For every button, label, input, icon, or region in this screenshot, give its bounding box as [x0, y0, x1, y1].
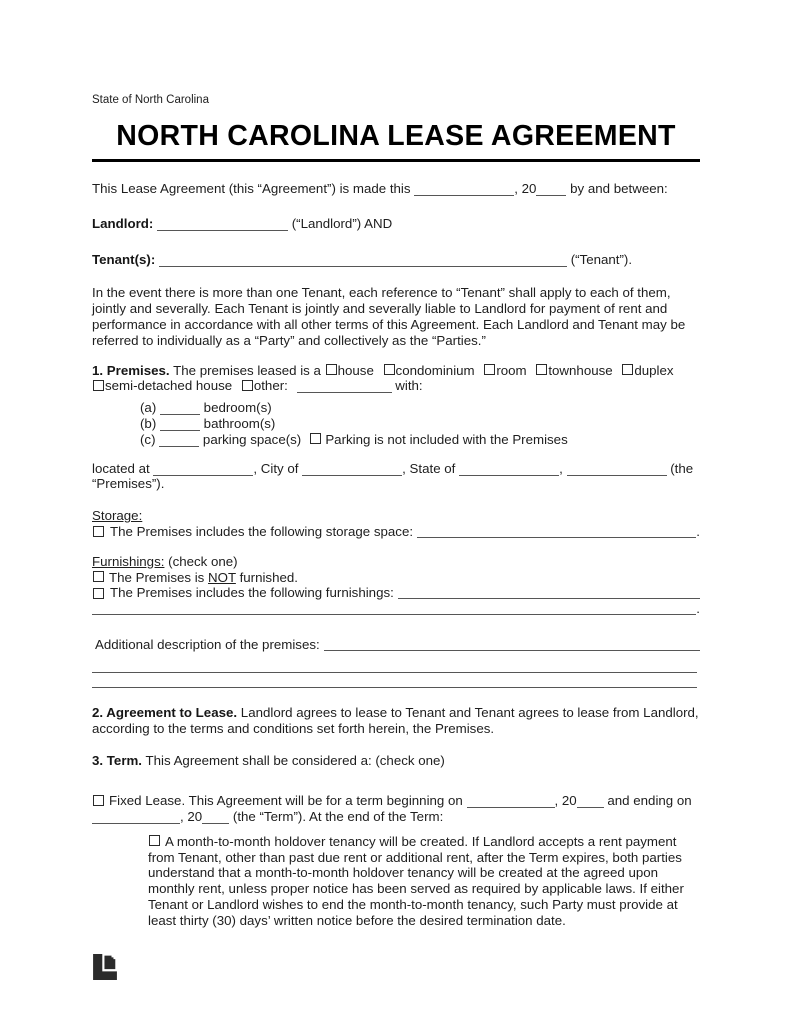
furnishings-continuation-line — [92, 601, 700, 617]
checkbox-not-furnished[interactable] — [93, 571, 104, 582]
blank-bathrooms-count[interactable] — [160, 417, 200, 431]
intro-year-prefix: , 20 — [514, 181, 537, 196]
not-furnished-pre: The Premises is — [109, 569, 205, 585]
option-other-label: other: — [253, 378, 288, 394]
fixed-lease-pre: Fixed Lease. This Agreement will be for a term beginning on — [109, 793, 463, 809]
tenant-tail: (“Tenant”). — [570, 251, 633, 267]
holdover-clause — [92, 834, 700, 929]
option-semi-detached-house-label: semi-detached house — [105, 378, 233, 394]
tenant-line — [92, 252, 700, 268]
blank-term-start-date[interactable] — [467, 794, 555, 808]
option-other — [241, 378, 288, 393]
blank-street-address[interactable] — [153, 462, 253, 476]
blank-bedrooms-count[interactable] — [160, 401, 200, 415]
checkbox-townhouse[interactable] — [536, 364, 547, 375]
additional-description-line — [92, 637, 700, 653]
additional-description-label: Additional description of the premises: — [95, 636, 320, 652]
fixed-lease-year2: , 20 — [180, 808, 203, 824]
section-2-agreement-to-lease — [92, 705, 700, 737]
landlord-line — [92, 216, 700, 232]
not-furnished-post: furnished. — [239, 569, 298, 585]
section-3-term — [92, 753, 700, 769]
checkbox-condominium[interactable] — [384, 364, 395, 375]
blank-term-start-year[interactable] — [577, 794, 604, 808]
blank-additional-description-1[interactable] — [324, 650, 700, 651]
detail-c-prefix: (c) — [140, 431, 156, 447]
checkbox-semi-detached-house[interactable] — [93, 380, 104, 391]
holdover-text: A month-to-month holdover tenancy will be created. If Landlord accepts a rent payment from Tenant, other than past due rent or additional rent, after the Term expires, both parties understand that a month-to-month holdover tenancy will be created at the agreed upon monthly rent, unless proper notice has been served as required by applicable laws. If either Tenant or Landlord wishes to end the month-to-month tenancy, such Party must provide at least thirty (30) days’ written notice before the desired termination date. — [148, 833, 684, 928]
detail-a-prefix: (a) — [140, 400, 157, 416]
checkbox-fixed-lease[interactable] — [93, 795, 104, 806]
furnishings-period: . — [696, 601, 700, 617]
checkbox-month-to-month-holdover[interactable] — [149, 835, 160, 846]
premises-detail-list — [92, 400, 700, 447]
detail-bedrooms — [140, 400, 700, 416]
not-furnished-line — [92, 570, 700, 586]
joint-tenancy-clause: In the event there is more than one Tenant, each reference to “Tenant” shall apply to each of them, jointly and severally. Each Tenant is jointly and severally liable to Landlord for payment of rent and performance in accordance with all other terms of this Agreement. Each Landlord and Tenant may be referred to individually as a “Party” and collectively as the “Parties.” — [92, 285, 686, 348]
blank-zip[interactable] — [567, 462, 667, 476]
blank-landlord-name[interactable] — [157, 217, 288, 231]
blank-city[interactable] — [302, 462, 402, 476]
blank-other-type[interactable] — [297, 379, 392, 393]
checkbox-other[interactable] — [242, 380, 253, 391]
option-house — [325, 363, 374, 378]
landlord-label: Landlord: — [92, 215, 154, 231]
section-1-premises — [92, 363, 700, 395]
legal-templates-logo-icon — [92, 954, 118, 980]
furnished-list-line — [92, 585, 700, 601]
blank-storage-space[interactable] — [417, 537, 696, 538]
detail-bathrooms — [140, 416, 700, 432]
furnishings-heading: Furnishings: — [92, 553, 165, 569]
document-title: NORTH CAROLINA LEASE AGREEMENT — [92, 120, 700, 162]
option-townhouse — [535, 363, 612, 378]
storage-period: . — [696, 523, 700, 539]
checkbox-room[interactable] — [484, 364, 495, 375]
city-of-label: , City of — [253, 460, 299, 476]
option-duplex — [621, 363, 673, 378]
option-semi-detached-house — [92, 378, 232, 393]
option-duplex-label: duplex — [634, 362, 674, 378]
storage-line-label: The Premises includes the following storage space: — [110, 523, 414, 539]
located-comma: , — [559, 460, 563, 476]
blank-agreement-year[interactable] — [536, 182, 566, 196]
option-townhouse-label: townhouse — [548, 362, 613, 378]
located-at-label: located at — [92, 460, 150, 476]
premises-lead: The premises leased is a — [173, 362, 321, 378]
option-room — [483, 363, 526, 378]
storage-option-line — [92, 524, 700, 540]
tenant-label: Tenant(s): — [92, 251, 156, 267]
premises-with-label: with: — [395, 378, 423, 394]
blank-agreement-day[interactable] — [414, 182, 514, 196]
intro-clause — [92, 181, 700, 197]
section-3-body: This Agreement shall be considered a: (check one) — [145, 753, 445, 769]
detail-b-prefix: (b) — [140, 415, 157, 431]
section-2-heading: 2. Agreement to Lease. — [92, 704, 238, 720]
blank-furnishings-1[interactable] — [398, 598, 700, 599]
blank-term-end-date[interactable] — [92, 810, 180, 824]
blank-additional-description-3[interactable] — [92, 674, 697, 688]
storage-heading: Storage: — [92, 508, 143, 524]
blank-tenant-names[interactable] — [159, 253, 567, 267]
furnishings-heading-line — [92, 554, 700, 570]
located-at-clause — [92, 461, 700, 493]
detail-b-label: bathroom(s) — [203, 415, 276, 431]
not-word: NOT — [208, 569, 236, 585]
blank-furnishings-2[interactable] — [92, 614, 696, 615]
blank-additional-description-2[interactable] — [92, 659, 697, 673]
parking-not-included-label: Parking is not included with the Premises — [325, 431, 568, 447]
fixed-lease-tail: (the “Term”). At the end of the Term: — [232, 808, 444, 824]
blank-parking-count[interactable] — [159, 433, 199, 447]
checkbox-parking-not-included[interactable] — [310, 433, 321, 444]
checkbox-furnished-list[interactable] — [93, 588, 104, 599]
option-condominium — [383, 363, 475, 378]
option-house-label: house — [337, 362, 374, 378]
option-condominium-label: condominium — [395, 362, 475, 378]
intro-text-post: by and between: — [570, 181, 668, 196]
intro-text-pre: This Lease Agreement (this “Agreement”) is made this — [92, 181, 411, 196]
state-of-label: , State of — [402, 460, 456, 476]
furnishings-line-label: The Premises includes the following furnishings: — [110, 585, 394, 601]
fixed-lease-clause — [92, 793, 700, 825]
blank-state[interactable] — [459, 462, 559, 476]
detail-a-label: bedroom(s) — [203, 400, 272, 416]
checkbox-house[interactable] — [326, 364, 337, 375]
section-1-heading: 1. Premises. — [92, 362, 170, 378]
state-note: State of North Carolina — [92, 94, 209, 106]
blank-term-end-year[interactable] — [202, 810, 229, 824]
checkbox-duplex[interactable] — [622, 364, 633, 375]
detail-parking — [140, 432, 700, 448]
premises-tail: (the “Premises”). — [92, 460, 694, 492]
checkbox-storage-space[interactable] — [93, 526, 104, 537]
furnishings-check-one: (check one) — [168, 553, 238, 569]
landlord-tail: (“Landlord”) AND — [291, 215, 393, 231]
fixed-lease-year1: , 20 — [554, 793, 577, 809]
section-3-heading: 3. Term. — [92, 753, 143, 769]
option-room-label: room — [496, 362, 527, 378]
fixed-lease-mid: and ending on — [607, 793, 692, 809]
section-2-body: Landlord agrees to lease to Tenant and Tenant agrees to lease from Landlord, according to the terms and conditions set forth herein, the Premises. — [92, 704, 699, 736]
detail-c-label: parking space(s) — [202, 431, 302, 447]
